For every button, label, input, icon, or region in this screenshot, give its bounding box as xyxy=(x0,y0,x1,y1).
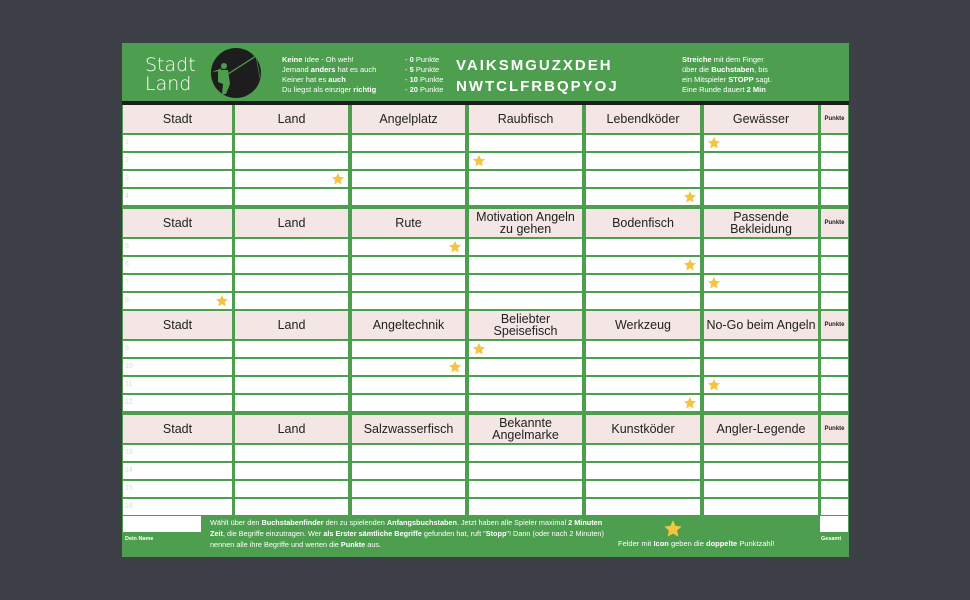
letter-row-2[interactable]: NWTCLFRBQPYOJ xyxy=(456,78,619,95)
rule-text: Idee - Oh weh! xyxy=(302,55,354,64)
note-text: Punktzahl! xyxy=(737,539,775,548)
points-cell[interactable] xyxy=(821,445,848,461)
answer-cell[interactable] xyxy=(352,341,465,357)
answer-cell[interactable] xyxy=(235,395,348,411)
instr-text: mit dem Finger xyxy=(711,55,764,64)
answer-cell[interactable] xyxy=(235,499,348,515)
answer-cell[interactable] xyxy=(469,189,582,205)
footer-bold-part: als Erster sämtliche Begriffe xyxy=(323,529,422,538)
footer-text-part: gefunden hat, ruft " xyxy=(421,529,486,538)
footer-text-part: Wählt über den xyxy=(210,518,262,527)
footer-bold-part: Buchstabenfinder xyxy=(261,518,324,527)
answer-cell[interactable] xyxy=(469,293,582,309)
rule-bold: auch xyxy=(328,75,346,84)
answer-cell[interactable] xyxy=(469,499,582,515)
answer-cell[interactable] xyxy=(123,499,232,515)
answer-cell[interactable] xyxy=(123,463,232,479)
category-header: Raubfisch xyxy=(469,105,582,133)
total-score-label: Gesamt xyxy=(821,536,842,542)
rule-bold: Keine xyxy=(282,55,303,64)
answer-cell[interactable] xyxy=(123,377,232,393)
points-cell[interactable] xyxy=(821,481,848,497)
row-number: 16 xyxy=(125,503,133,510)
rule-text: Keiner hat es xyxy=(282,75,329,84)
category-header: Beliebter Speisefisch xyxy=(469,311,582,339)
footer-text-part: . Jetzt haben alle Spieler maximal xyxy=(456,518,569,527)
answer-cell[interactable] xyxy=(704,135,818,151)
answer-cell[interactable] xyxy=(586,293,700,309)
answer-cell[interactable] xyxy=(123,341,232,357)
category-header: Salzwasserfisch xyxy=(352,415,465,443)
answer-cell[interactable] xyxy=(704,463,818,479)
star-icon xyxy=(683,258,697,272)
footer-bold-part: 2 Minuten Zeit xyxy=(210,518,603,538)
answer-cell[interactable] xyxy=(704,257,818,273)
answer-cell[interactable] xyxy=(586,171,700,187)
answer-cell[interactable] xyxy=(586,499,700,515)
note-text: Felder mit xyxy=(618,539,654,548)
answer-cell[interactable] xyxy=(123,189,232,205)
points-list xyxy=(405,55,443,95)
star-icon xyxy=(472,154,486,168)
answer-cell[interactable] xyxy=(235,189,348,205)
row-number: 13 xyxy=(125,449,133,456)
points-cell[interactable] xyxy=(821,239,848,255)
answer-cell[interactable] xyxy=(235,275,348,291)
answer-cell[interactable] xyxy=(352,499,465,515)
category-header: Land xyxy=(235,415,348,443)
answer-cell[interactable] xyxy=(704,293,818,309)
answer-cell[interactable] xyxy=(586,153,700,169)
answer-cell[interactable] xyxy=(235,239,348,255)
category-header: Werkzeug xyxy=(586,311,700,339)
answer-cell[interactable] xyxy=(123,239,232,255)
instr-line xyxy=(682,75,772,85)
answer-cell[interactable] xyxy=(704,189,818,205)
rule-row xyxy=(282,85,376,95)
answer-cell[interactable] xyxy=(586,341,700,357)
instr-bold: STOPP xyxy=(728,75,754,84)
row-number: 11 xyxy=(125,381,133,388)
category-header: Rute xyxy=(352,209,465,237)
answer-cell[interactable] xyxy=(704,445,818,461)
player-name-input[interactable] xyxy=(123,516,201,532)
points-word: Punkte xyxy=(413,55,440,64)
star-icon xyxy=(331,172,345,186)
answer-cell[interactable] xyxy=(235,257,348,273)
points-cell[interactable] xyxy=(821,189,848,205)
player-name-label: Dein Name xyxy=(125,536,154,542)
instr-text: sagt. xyxy=(753,75,772,84)
instr-text: Eine Runde dauert xyxy=(682,85,747,94)
instr-line xyxy=(682,65,772,75)
category-header: Kunstköder xyxy=(586,415,700,443)
points-number: 20 xyxy=(409,85,418,94)
logo-text xyxy=(145,56,196,94)
category-header: Gewässer xyxy=(704,105,818,133)
answer-cell[interactable] xyxy=(704,171,818,187)
answer-cell[interactable] xyxy=(235,359,348,375)
answer-cell[interactable] xyxy=(352,171,465,187)
points-cell[interactable] xyxy=(821,153,848,169)
points-cell[interactable] xyxy=(821,395,848,411)
answer-cell[interactable] xyxy=(586,135,700,151)
star-icon xyxy=(707,136,721,150)
scoring-rules xyxy=(282,55,376,95)
instr-text: ein Mitspieler xyxy=(682,75,729,84)
answer-cell[interactable] xyxy=(123,481,232,497)
answer-cell[interactable] xyxy=(123,257,232,273)
answer-cell[interactable] xyxy=(469,481,582,497)
answer-cell[interactable] xyxy=(352,445,465,461)
category-header: Land xyxy=(235,311,348,339)
answer-cell[interactable] xyxy=(586,239,700,255)
star-icon xyxy=(448,240,462,254)
answer-cell[interactable] xyxy=(352,257,465,273)
logo-line-1: Stadt xyxy=(145,54,196,76)
note-text: geben die xyxy=(668,539,706,548)
footer-text-part: "! Dann (oder nach 2 Minuten) nennen alle ihre Begriffe und werten die xyxy=(210,529,604,549)
points-word: Punkte xyxy=(417,85,444,94)
answer-cell[interactable] xyxy=(469,377,582,393)
answer-cell[interactable] xyxy=(352,377,465,393)
category-header: Motivation Angeln zu gehen xyxy=(469,209,582,237)
answer-cell[interactable] xyxy=(469,463,582,479)
category-header: Passende Bekleidung xyxy=(704,209,818,237)
answer-cell[interactable] xyxy=(352,395,465,411)
points-row xyxy=(405,75,443,85)
category-header: Angeltechnik xyxy=(352,311,465,339)
points-word: Punkte xyxy=(417,75,444,84)
instr-text: über die xyxy=(682,65,712,74)
answer-cell[interactable] xyxy=(235,463,348,479)
answer-cell[interactable] xyxy=(352,481,465,497)
row-number: 1 xyxy=(125,139,129,146)
row-number: 15 xyxy=(125,485,133,492)
instr-line xyxy=(682,55,772,65)
answer-cell[interactable] xyxy=(586,445,700,461)
answer-cell[interactable] xyxy=(704,481,818,497)
answer-cell[interactable] xyxy=(123,445,232,461)
answer-cell[interactable] xyxy=(123,171,232,187)
answer-cell[interactable] xyxy=(123,135,232,151)
total-score-input[interactable] xyxy=(820,516,848,532)
points-header: Punkte xyxy=(821,105,848,133)
answer-cell[interactable] xyxy=(469,239,582,255)
answer-cell[interactable] xyxy=(123,359,232,375)
points-row xyxy=(405,85,443,95)
answer-cell[interactable] xyxy=(704,377,818,393)
instr-bold: 2 Min xyxy=(746,85,766,94)
answer-cell[interactable] xyxy=(586,481,700,497)
note-bold: Icon xyxy=(653,539,669,548)
points-cell[interactable] xyxy=(821,377,848,393)
answer-cell[interactable] xyxy=(586,275,700,291)
rule-row xyxy=(282,75,376,85)
answer-cell[interactable] xyxy=(235,293,348,309)
answer-cell[interactable] xyxy=(235,153,348,169)
answer-cell[interactable] xyxy=(586,463,700,479)
category-header: Stadt xyxy=(123,415,232,443)
points-cell[interactable] xyxy=(821,171,848,187)
answer-cell[interactable] xyxy=(469,135,582,151)
row-number: 9 xyxy=(125,345,129,352)
footer-instructions xyxy=(210,517,615,550)
points-cell[interactable] xyxy=(821,275,848,291)
star-icon xyxy=(707,276,721,290)
answer-cell[interactable] xyxy=(469,171,582,187)
answer-cell[interactable] xyxy=(704,275,818,291)
rule-bold: anders xyxy=(310,65,336,74)
row-number: 4 xyxy=(125,193,129,200)
answer-cell[interactable] xyxy=(235,341,348,357)
points-row xyxy=(405,65,443,75)
instr-text: , bis xyxy=(754,65,768,74)
points-cell[interactable] xyxy=(821,293,848,309)
answer-cell[interactable] xyxy=(352,189,465,205)
category-header: Land xyxy=(235,209,348,237)
instr-bold: Buchstaben xyxy=(711,65,755,74)
answer-cell[interactable] xyxy=(704,239,818,255)
points-cell[interactable] xyxy=(821,463,848,479)
star-icon xyxy=(683,396,697,410)
points-dash: - xyxy=(405,65,410,74)
category-header: Angelplatz xyxy=(352,105,465,133)
answer-cell[interactable] xyxy=(704,499,818,515)
footer-bold-part: Stopp xyxy=(485,529,507,538)
answer-cell[interactable] xyxy=(586,377,700,393)
points-cell[interactable] xyxy=(821,257,848,273)
row-number: 14 xyxy=(125,467,133,474)
points-dash: - xyxy=(405,85,410,94)
row-number: 7 xyxy=(125,279,129,286)
answer-cell[interactable] xyxy=(123,395,232,411)
category-header: Lebendköder xyxy=(586,105,700,133)
letter-finder[interactable] xyxy=(456,55,619,97)
answer-cell[interactable] xyxy=(469,359,582,375)
note-bold: doppelte xyxy=(705,539,738,548)
answer-cell[interactable] xyxy=(704,341,818,357)
star-icon xyxy=(215,294,229,308)
double-points-note xyxy=(618,539,774,548)
rule-text: hat es auch xyxy=(335,65,377,74)
points-cell[interactable] xyxy=(821,135,848,151)
star-icon xyxy=(707,378,721,392)
answer-cell[interactable] xyxy=(469,275,582,291)
points-row xyxy=(405,55,443,65)
row-number: 6 xyxy=(125,261,129,268)
answer-cell[interactable] xyxy=(469,257,582,273)
answer-cell[interactable] xyxy=(235,445,348,461)
points-cell[interactable] xyxy=(821,359,848,375)
points-cell[interactable] xyxy=(821,499,848,515)
answer-cell[interactable] xyxy=(352,463,465,479)
category-header: Angler-Legende xyxy=(704,415,818,443)
star-icon xyxy=(448,360,462,374)
row-number: 2 xyxy=(125,157,129,164)
category-header: Bodenfisch xyxy=(586,209,700,237)
footer-text-part: , die Begriffe einzutragen. Wer xyxy=(222,529,324,538)
points-dash: - xyxy=(405,75,410,84)
points-number: 0 xyxy=(409,55,414,64)
answer-cell[interactable] xyxy=(704,359,818,375)
answer-cell[interactable] xyxy=(123,275,232,291)
category-header: Land xyxy=(235,105,348,133)
points-dash: - xyxy=(405,55,410,64)
category-header: Stadt xyxy=(123,105,232,133)
angler-silhouette-icon xyxy=(204,48,268,98)
game-sheet xyxy=(122,43,849,557)
letter-row-1[interactable]: VAIKSMGUZXDEH xyxy=(456,57,613,74)
row-number: 5 xyxy=(125,243,129,250)
footer-text-part: den zu spielenden xyxy=(323,518,387,527)
footer-bold-part: Anfangsbuchstaben xyxy=(386,518,457,527)
category-header: Stadt xyxy=(123,311,232,339)
rule-row xyxy=(282,65,376,75)
rule-text: Du liegst als einziger xyxy=(282,85,354,94)
answer-cell[interactable] xyxy=(123,153,232,169)
row-number: 10 xyxy=(125,363,133,370)
points-header: Punkte xyxy=(821,311,848,339)
footer-text-part: aus. xyxy=(365,540,382,549)
answer-cell[interactable] xyxy=(586,359,700,375)
answer-cell[interactable] xyxy=(352,153,465,169)
star-icon xyxy=(472,342,486,356)
row-number: 8 xyxy=(125,297,129,304)
points-number: 10 xyxy=(409,75,418,84)
points-header: Punkte xyxy=(821,209,848,237)
answer-cell[interactable] xyxy=(235,377,348,393)
points-cell[interactable] xyxy=(821,341,848,357)
points-word: Punkte xyxy=(413,65,440,74)
answer-cell[interactable] xyxy=(235,481,348,497)
sheet-header xyxy=(122,43,849,101)
row-number: 12 xyxy=(125,399,133,406)
star-icon xyxy=(683,190,697,204)
answer-cell[interactable] xyxy=(352,135,465,151)
answer-cell[interactable] xyxy=(352,293,465,309)
instr-bold: Streiche xyxy=(682,55,712,64)
footer-bold-part: Punkte xyxy=(340,540,366,549)
answer-cell[interactable] xyxy=(704,395,818,411)
instructions xyxy=(682,55,772,95)
answer-cell[interactable] xyxy=(469,395,582,411)
rule-row xyxy=(282,55,376,65)
rule-text: Jemand xyxy=(282,65,311,74)
logo-line-2: Land xyxy=(145,73,192,95)
instr-line xyxy=(682,85,772,95)
answer-cell[interactable] xyxy=(469,445,582,461)
category-header: Bekannte Angelmarke xyxy=(469,415,582,443)
star-icon xyxy=(663,519,683,539)
answer-cell[interactable] xyxy=(704,153,818,169)
points-header: Punkte xyxy=(821,415,848,443)
answer-cell[interactable] xyxy=(352,275,465,291)
row-number: 3 xyxy=(125,175,129,182)
rule-bold: richtig xyxy=(353,85,377,94)
points-number: 5 xyxy=(409,65,414,74)
category-header: No-Go beim Angeln xyxy=(704,311,818,339)
answer-cell[interactable] xyxy=(235,135,348,151)
category-header: Stadt xyxy=(123,209,232,237)
